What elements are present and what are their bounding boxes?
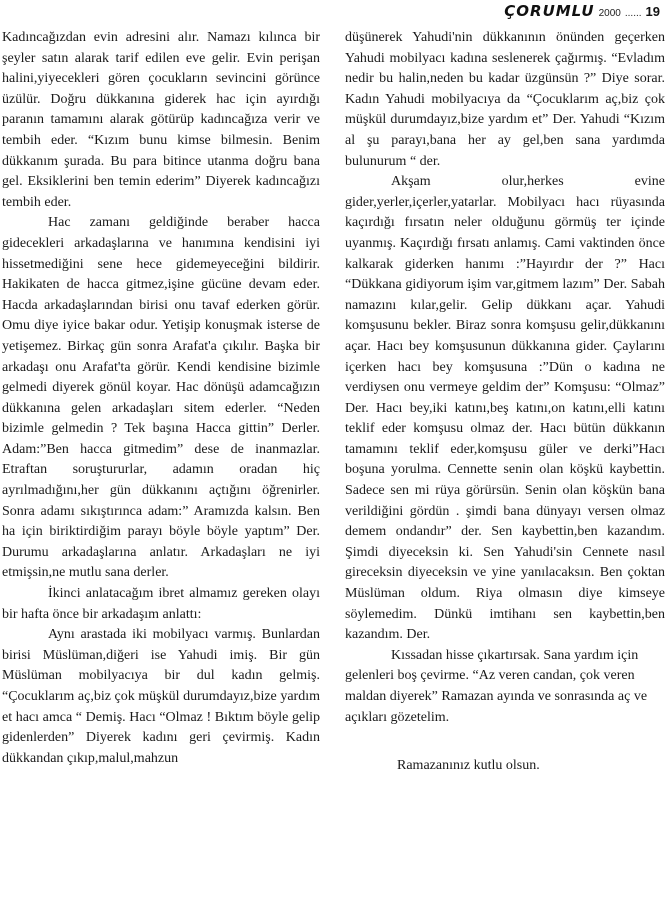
paragraph: Kıssadan hisse çıkartırsak. Sana yardım için gelenleri boş çevirme. “Az veren candan, çok veren maldan diyerek” Ramazan ayında ve sonrasında aç ve açıkları gözetelim. <box>345 647 648 725</box>
right-column <box>345 28 665 777</box>
issue-year: 2000 <box>598 8 621 19</box>
paragraph: İkinci anlatacağım ibret almamız gereken olayı bir hafta önce bir arkadaşım anlattı: <box>2 586 320 622</box>
page-number: 19 <box>645 4 660 19</box>
paragraph: Akşam olur,herkes evine gider,yerler,içerler,yatarlar. Mobilyacı hacı rüyasında kaçırdığı fırsatın neler olduğunu görmüş ter içinde uyanmış. Kaçırdığı fırsatı anlamış. Cami vaktinden önce kalkarak giderken hanımı :”Hayırdır der ?” Hacı “Dükkana gidiyorum işim var,gitmem lazım” Der. Sabah namazını kılar,gelir. Gelip dükkanı açar. Yahudi komşusunu bekler. Biraz sonra komşusu gelir,dükkanını açar. Hacı bey komşusunun dükkanına gider. Çaylarını içerken hacı bey komşusuna :”Dün o kadına ne verdiysen onu vermeye geldim der” Komşusu: “Olmaz” Der. Hacı bey,iki katını,beş katını,on katını,elli katını teklif eder komşusu olmaz der. Hacı bütün dükkanın tamamını teklif eder,komşusu güler ve derki”Hacı boşuna yorulma. Cennette senin olan köşkü kaybettin. Sadece sen mi rüya görürsün. Senin olan köşkün bana verildiğini gördün . şimdi bana dünyayı versen olmaz demem ondandır” der. Sen kaybettin,ben kazandım. Şimdi diyeceksin ki. Sen Yahudi'sin Cennete nasıl gireceksin diyeceksin ve yine yanılacaksın. Ben çoktan Müslüman oldum. Riya olmasın diye kimseye söylemedim. Dünkü imtihanı sen kaybettin,ben kazandım. Der. <box>345 174 665 643</box>
dot-leader: ...... <box>624 8 642 19</box>
left-column <box>2 28 320 769</box>
page-header <box>504 2 660 20</box>
paragraph: Kadıncağızdan evin adresini alır. Namazı kılınca bir şeyler satın alarak tarif edilen eve gelir. Evin perişan halini,yiyecekleri gören çocukların sevincini görünce üzülür. Doğru dükkanına giderek hac için ayırdığı paranın tamamını alarak götürüp kadıncağıza verir ve tembih eder. “Kızım bunu kimse bilmesin. Benim dükkanım şurada. Bu para bitince utanma doğru bana gel. Eksiklerini ben temin ederim” Diyerek kadıncağızı tembih eder. <box>2 30 320 210</box>
paragraph: Aynı arastada iki mobilyacı varmış. Bunlardan birisi Müslüman,diğeri ise Yahudi imiş. Bir gün Müslüman mobilyacıya bir dul kadın gelmiş. “Çocuklarım aç,biz çok müşkül durumdayız,bize yardım et hacı amca “ Demiş. Hacı “Olmaz ! Bıktım böyle gelip gidenlerden” Diyerek kadını geri çevirmiş. Kadın dükkandan çıkıp,malul,mahzun <box>2 627 320 766</box>
paragraph: düşünerek Yahudi'nin dükkanının önünden geçerken Yahudi mobilyacı kadına seslenerek çağırmış. “Evladım nedir bu halin,neden bu kadar üzgünsün ?” Diye sorar. Kadın Yahudi mobilyacıya da “Çocuklarım aç,biz çok müşkül durumdayız,bize yardım et” Der. Yahudi “Kızım al şu parayı,bana her ay gel,ben sana yardımda bulunurum “ der. <box>345 30 665 169</box>
magazine-logo: ÇORUMLU <box>504 2 595 20</box>
closing-line: Ramazanınız kutlu olsun. <box>397 758 540 774</box>
paragraph: Hac zamanı geldiğinde beraber hacca gidecekleri arkadaşlarına ve hanımına kendisini iyi hissetmediğini sene hece gidemeyeceğini bildirir. Hakikaten de hacca gitmez,işine gücüne devam eder. Hacda arkadaşlarından birisi onu tavaf ederken görür. Omu diye iyice bakar odur. Yetişip konuşmak isterse de yetişemez. Birkaç gün sonra Arafat'a çıkılır. Başka bir arkadaşı onu Arafat'ta görür. Kendi kendisine bizimle gelmedi diyerek gönül koyar. Hac dönüşü adamcağızın dükkanına gelen arkadaşları sitem ederler. “Neden bizimle gelmedin ? Tek başına Hacca gittin” Derler. Adam:”Ben hacca gitmedim” dese de inanmazlar. Etraftan soruştururlar, adamın oradan hiç ayrılmadığını,her gün dükkanını açtığını öğrenirler. Sonra adamı sıkıştırınca adam:” Aramızda kalsın. Ben ha için biriktirdiğim parayı böyle böyle yaptım” Der. Durumu arkadaşlarına anlatır. Arkadaşları ne iyi etmişsin,ne mutlu sana derler. <box>2 215 320 581</box>
